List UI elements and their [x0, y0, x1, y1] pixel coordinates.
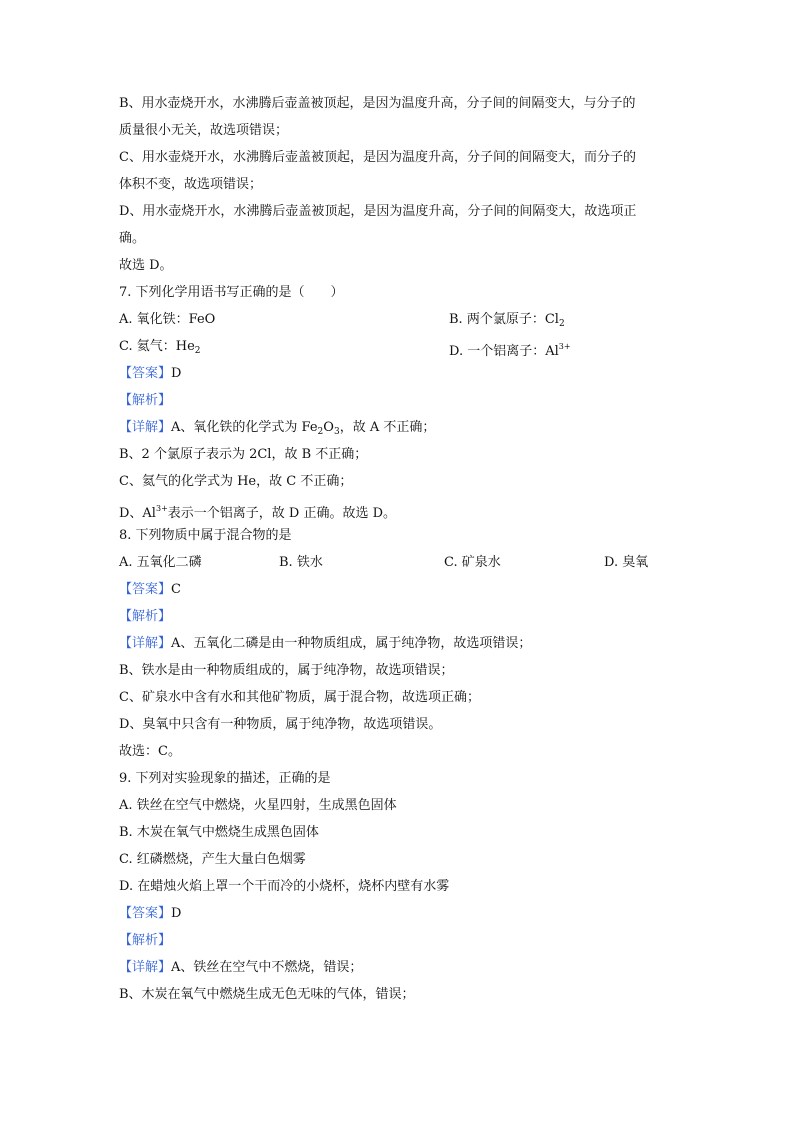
- q7-explain-a-mid: O: [323, 420, 334, 435]
- q8-analysis-tag: [119, 607, 171, 627]
- q7-option-b: [449, 310, 565, 334]
- q8-explain-b: B、铁水是由一种物质组成的，属于纯净物，故选项错误；: [119, 663, 454, 678]
- q7-stem: 7. 下列化学用语书写正确的是（ ）: [119, 285, 344, 300]
- q6-explain-d-line1: D、用水壶烧开水，水沸腾后壶盖被顶起，是因为温度升高，分子间的间隔变大，故选项正: [119, 204, 637, 219]
- q9-option-b: B. 木炭在氧气中燃烧生成黑色固体: [119, 825, 319, 840]
- q7-analysis-tag: [119, 391, 171, 411]
- q8-explain-c: C、矿泉水中含有水和其他矿物质，属于混合物，故选项正确；: [119, 690, 480, 705]
- answer-tag: 【答案】: [119, 906, 172, 921]
- q6-explain-c-line1: C、用水壶烧开水，水沸腾后壶盖被顶起，是因为温度升高，分子间的间隔变大，而分子的: [119, 150, 636, 165]
- q7-explain-a-text: A、氧化铁的化学式为 Fe: [171, 420, 318, 435]
- q7-answer: [119, 364, 181, 384]
- q7-explain-c: C、氦气的化学式为 He，故 C 不正确；: [119, 474, 353, 489]
- q9-option-d: D. 在蜡烛火焰上罩一个干而冷的小烧杯，烧杯内壁有水雾: [119, 879, 450, 894]
- detail-tag: 【详解】: [119, 420, 172, 435]
- analysis-tag: 【解析】: [119, 609, 172, 624]
- q6-explain-b-line2: 质量很小无关，故选项错误；: [119, 123, 289, 138]
- detail-tag: 【详解】: [119, 960, 172, 975]
- q7-explain-a-sub2: 3: [333, 427, 340, 437]
- q7-explain-b: B、2 个氯原子表示为 2Cl，故 B 不正确；: [119, 447, 368, 462]
- q8-choose: 故选：C。: [119, 744, 181, 759]
- q7-option-d-superscript: 3+: [558, 342, 571, 351]
- q7-option-b-subscript: 2: [558, 319, 565, 329]
- q7-options-row2: [119, 337, 679, 361]
- q9-stem: 9. 下列对实验现象的描述，正确的是: [119, 771, 331, 786]
- q7-option-b-text: B. 两个氯原子：Cl: [449, 312, 559, 327]
- q6-explain-c-line2: 体积不变，故选项错误；: [119, 177, 263, 192]
- q7-answer-value: D: [171, 366, 182, 381]
- q9-answer-value: D: [171, 906, 182, 921]
- answer-tag: 【答案】: [119, 582, 172, 597]
- q7-explain-d-superscript: 3+: [155, 504, 168, 513]
- q7-explain-d: [119, 499, 396, 524]
- q8-option-c: C. 矿泉水: [444, 555, 501, 570]
- q7-options-row1: [119, 310, 679, 330]
- q8-stem: 8. 下列物质中属于混合物的是: [119, 528, 292, 543]
- q7-option-d-text: D. 一个铝离子：Al: [449, 344, 559, 359]
- q9-option-a: A. 铁丝在空气中燃烧，火星四射，生成黑色固体: [119, 798, 397, 813]
- q7-option-a: A. 氧化铁：FeO: [119, 312, 216, 327]
- analysis-tag: 【解析】: [119, 393, 172, 408]
- q7-explain-a-sub1: 2: [317, 427, 324, 437]
- q8-answer-value: C: [171, 582, 181, 597]
- detail-tag: 【详解】: [119, 636, 172, 651]
- q9-analysis-tag: [119, 931, 171, 951]
- analysis-tag: 【解析】: [119, 933, 172, 948]
- q8-option-b: B. 铁水: [279, 555, 323, 570]
- q8-option-a: A. 五氧化二磷: [119, 555, 202, 570]
- q9-explain-b: B、木炭在氧气中燃烧生成无色无味的气体，错误；: [119, 987, 415, 1002]
- q9-explain-a-text: A、铁丝在空气中不燃烧，错误；: [171, 960, 363, 975]
- q6-explain-b-line1: B、用水壶烧开水，水沸腾后壶盖被顶起，是因为温度升高，分子间的间隔变大，与分子的: [119, 96, 636, 111]
- q8-option-d: D. 臭氧: [604, 555, 649, 570]
- q8-explain-d: D、臭氧中只含有一种物质，属于纯净物，故选项错误。: [119, 717, 442, 732]
- q6-choose: 故选 D。: [119, 258, 173, 273]
- q7-option-d: [449, 337, 571, 362]
- q9-answer: [119, 904, 181, 924]
- q7-explain-a: [119, 418, 435, 442]
- q8-explain-a: [119, 634, 531, 654]
- q6-explain-d-line2: 确。: [119, 231, 146, 246]
- q7-option-c-text: C. 氦气：He: [119, 339, 195, 354]
- q8-answer: [119, 580, 181, 600]
- q8-explain-a-text: A、五氧化二磷是由一种物质组成，属于纯净物，故选项错误；: [171, 636, 532, 651]
- q9-explain-a: [119, 958, 362, 978]
- q7-option-c: [119, 339, 201, 354]
- answer-tag: 【答案】: [119, 366, 172, 381]
- q9-option-c: C. 红磷燃烧，产生大量白色烟雾: [119, 852, 306, 867]
- q7-explain-d-post: 表示一个铝离子，故 D 正确。故选 D。: [167, 506, 397, 521]
- q7-option-c-subscript: 2: [194, 346, 201, 356]
- q7-explain-d-text: D、Al: [119, 506, 156, 521]
- q7-explain-a-post: ，故 A 不正确；: [339, 420, 436, 435]
